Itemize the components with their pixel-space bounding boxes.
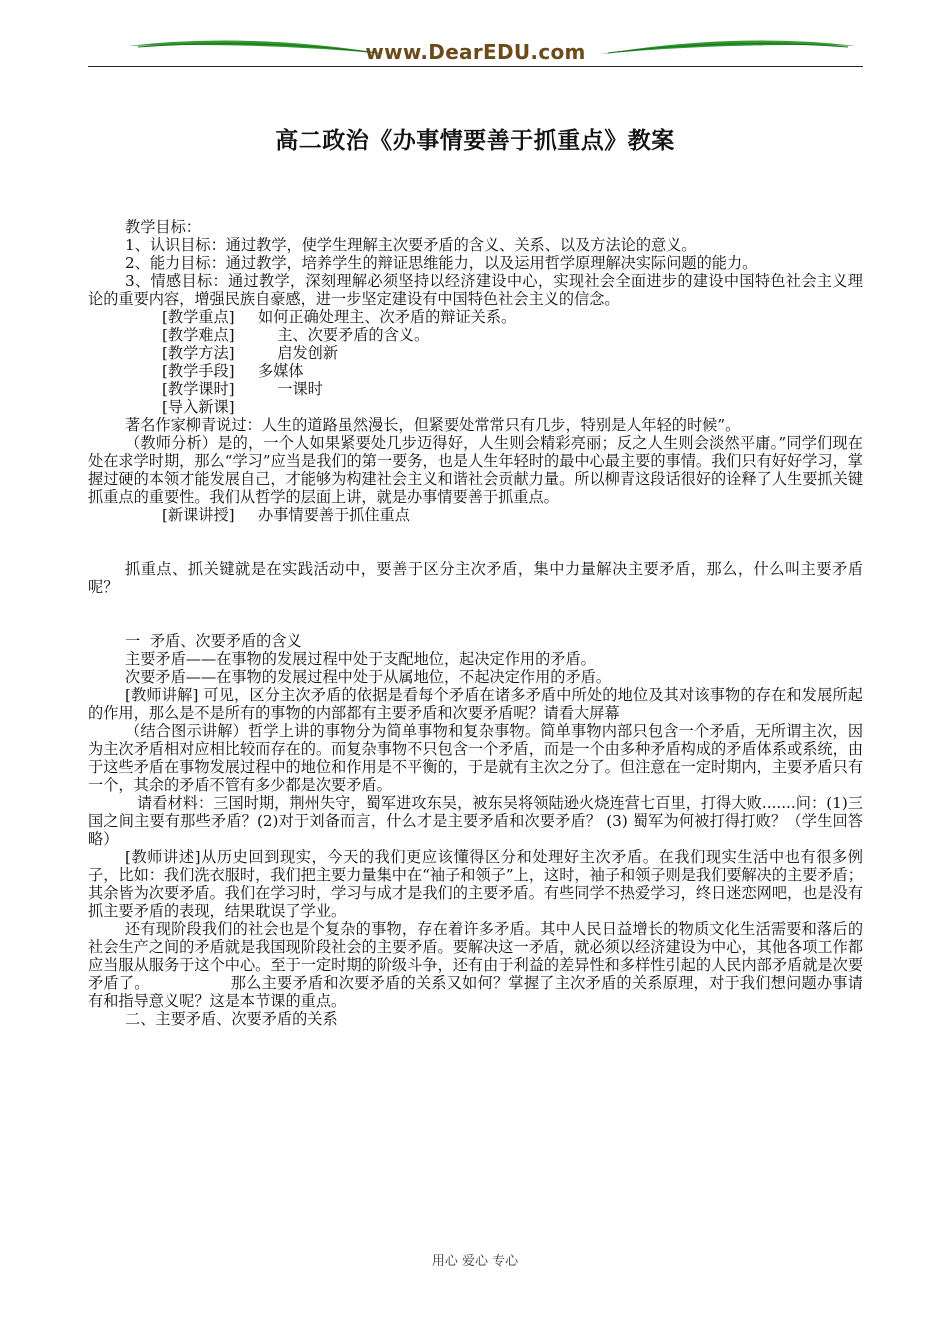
new-lesson-value: 办事情要善于抓住重点 xyxy=(258,506,410,524)
new-lesson-row xyxy=(88,506,863,524)
intro-analysis: （教师分析）是的，一个人如果紧要处几步迈得好，人生则会精彩亮丽；反之人生则会淡然平庸。”同学们现在处在求学时期，那么“学习”应当是我们的第一要务，也是人生年轻时的最中心最主要的事情。我们只有好好学习，掌握过硬的本领才能发展自己，才能够为构建社会主义和谐社会贡献力量。所以柳青这段话很好的诠释了人生要抓关键抓重点的重要性。我们从哲学的层面上讲，就是办事情要善于抓重点。 xyxy=(88,434,863,506)
meta-value: 如何正确处理主、次矛盾的辩证关系。 xyxy=(258,308,517,326)
meta-label: [教学手段] xyxy=(162,362,235,380)
teacher-lecture-2: [教师讲述]从历史回到现实，今天的我们更应该懂得区分和处理好主次矛盾。在我们现实生活中也有很多例子，比如：我们洗衣服时，我们把主要力量集中在“袖子和领子”上，这时，袖子和领子则是我们要解决的主要矛盾；其余皆为次要矛盾。我们在学习时，学习与成才是我们的主要矛盾。有些同学不热爱学习，终日迷恋网吧，也是没有抓主要矛盾的表现，结果耽误了学业。 xyxy=(88,848,863,920)
meta-label: [导入新课] xyxy=(162,398,235,416)
document-body xyxy=(88,218,863,1028)
intro-quote: 著名作家柳青说过：人生的道路虽然漫长，但紧要处常常只有几步，特别是人年轻的时候”。 xyxy=(125,416,741,434)
meta-value: 主、次要矛盾的含义。 xyxy=(258,326,430,344)
meta-row-focus xyxy=(88,308,863,326)
goal-ability: 2、能力目标：通过教学，培养学生的辩证思维能力，以及运用哲学原理解决实际问题的能力。 xyxy=(125,254,758,272)
meta-row-difficulty xyxy=(88,326,863,344)
meta-value: 一课时 xyxy=(258,380,323,398)
meta-label: [教学课时] xyxy=(162,380,235,398)
goal-cognitive: 1、认识目标：通过教学，使学生理解主次要矛盾的含义、关系、以及方法论的意义。 xyxy=(125,236,697,254)
spacer xyxy=(88,524,863,560)
section-heading-2: 二、主要矛盾、次要矛盾的关系 xyxy=(125,1010,338,1028)
society-paragraph: 还有现阶段我们的社会也是个复杂的事物，存在着许多矛盾。其中人民日益增长的物质文化生活需要和落后的社会生产之间的矛盾就是我国现阶段社会的主要矛盾。要解决这一矛盾，就必须以经济建设为中心，其他各项工作都应当服从服务于这个中心。至于一定时期的阶级斗争，还有由于利益的差异性和多样性引起的人民内部矛盾就是次要矛盾了。 那么主要矛盾和次要矛盾的关系又如何？掌握了主次矛盾的关系原理，对于我们想问题办事请有和指导意义呢？这是本节课的重点。 xyxy=(88,920,863,1010)
spacer xyxy=(88,596,863,632)
meta-row-intro xyxy=(88,398,863,416)
definition-main-contradiction: 主要矛盾——在事物的发展过程中处于支配地位，起决定作用的矛盾。 xyxy=(125,650,596,668)
meta-label: [教学难点] xyxy=(162,326,235,344)
new-lesson-label: [新课讲授] xyxy=(162,506,235,524)
meta-value: 多媒体 xyxy=(258,362,304,380)
site-header-banner xyxy=(88,28,863,70)
meta-row-hours xyxy=(88,380,863,398)
site-logo-text[interactable]: www.DearEDU.com xyxy=(365,40,586,64)
meta-row-method xyxy=(88,344,863,362)
definition-minor-contradiction: 次要矛盾——在事物的发展过程中处于从属地位，不起决定作用的矛盾。 xyxy=(125,668,611,686)
case-material: 请看材料：三国时期，荆州失守，蜀军进攻东吴，被东吴将领陆逊火烧连营七百里，打得大败.......问：(1)三国之间主要有那些矛盾？(2)对于刘备而言，什么才是主要矛盾和次要矛盾？ (3) 蜀军为何被打得打败？（学生回答略） xyxy=(88,794,863,848)
meta-label: [教学方法] xyxy=(162,344,235,362)
teacher-lecture-1: [教师讲解] 可见，区分主次矛盾的依据是看每个矛盾在诸多矛盾中所处的地位及其对该事物的存在和发展所起的作用，那么是不是所有的事物的内部都有主要矛盾和次要矛盾呢？请看大屏幕 xyxy=(88,686,863,722)
goal-emotion: 3、情感目标：通过教学，深刻理解必须坚持以经济建设中心，实现社会全面进步的建设中国特色社会主义理论的重要内容，增强民族自豪感，进一步坚定建设有中国特色社会主义的信念。 xyxy=(88,272,863,308)
meta-label: [教学重点] xyxy=(162,308,235,326)
page-footer: 用心 爱心 专心 xyxy=(431,1254,519,1269)
section-heading-1: 一 矛盾、次要矛盾的含义 xyxy=(125,632,302,650)
meta-value: 启发创新 xyxy=(258,344,339,362)
header-divider xyxy=(88,66,863,67)
body-paragraph-key-points: 抓重点、抓关键就是在实践活动中，要善于区分主次矛盾，集中力量解决主要矛盾，那么，什么叫主要矛盾呢？ xyxy=(88,560,863,596)
page-title: 高二政治《办事情要善于抓重点》教案 xyxy=(275,127,675,154)
diagram-explanation: （结合图示讲解）哲学上讲的事物分为简单事物和复杂事物。简单事物内部只包含一个矛盾，无所谓主次，因为主次矛盾相对应相比较而存在的。而复杂事物不只包含一个矛盾，而是一个由多种矛盾构成的矛盾体系或系统，由于这些矛盾在事物发展过程中的地位和作用是不平衡的，于是就有主次之分了。但注意在一定时期内，主要矛盾只有一个，其余的矛盾不管有多少都是次要矛盾。 xyxy=(88,722,863,794)
meta-row-means xyxy=(88,362,863,380)
goals-heading: 教学目标： xyxy=(125,218,201,236)
